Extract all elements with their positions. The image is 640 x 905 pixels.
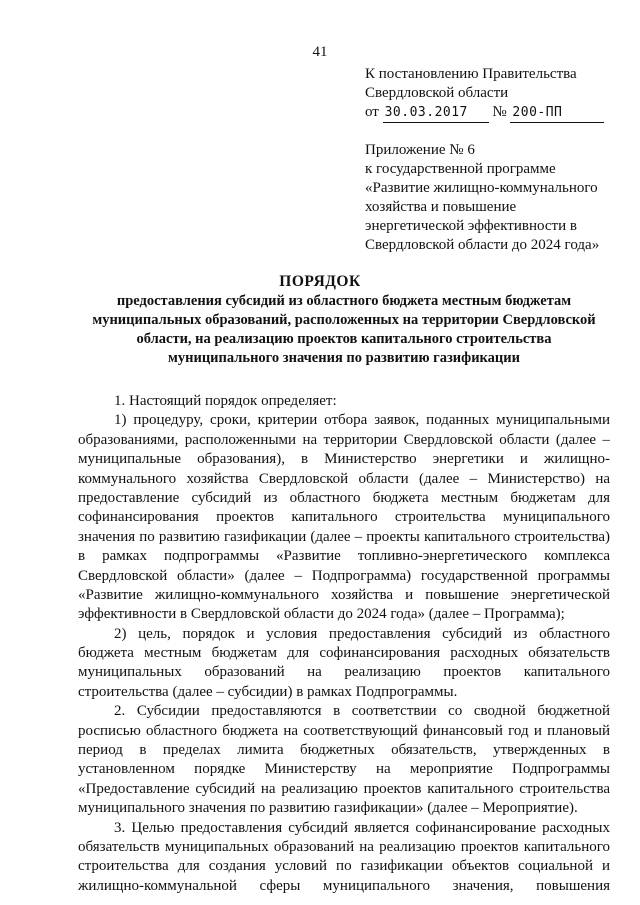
body-line: 1. Настоящий порядок определяет:	[114, 393, 337, 409]
body-line: росписью областного бюджета на соответствующий финансовый год и плановый	[78, 722, 610, 739]
resolution-line-2: Свердловской области	[365, 85, 509, 101]
resolution-number: 200-ПП	[510, 103, 604, 123]
appendix-line: Свердловской области до 2024 года»	[365, 237, 600, 253]
body-line: бюджета местным бюджетам для софинансирования расходных обязательств	[78, 645, 610, 662]
body-line: в рамках подпрограммы «Развитие топливно-энергетического комплекса	[78, 548, 610, 565]
body-line: 2. Субсидии предоставляются в соответствии со сводной бюджетной	[114, 703, 610, 720]
body-line: образованиями, расположенными на территории Свердловской области (далее –	[78, 431, 610, 448]
body-line: строительства для создания условий по газификации объектов социальной и	[78, 858, 610, 875]
body-line: Свердловской области» (далее – Подпрограмма) государственной программы	[78, 567, 610, 584]
subtitle-line: предоставления субсидий из областного бюджета местным бюджетам	[116, 293, 572, 309]
body-line: строительства (далее – субсидии) в рамках Подпрограммы.	[78, 683, 458, 700]
document-body	[78, 392, 610, 896]
subtitle-line: области, на реализацию проектов капитального строительства	[136, 331, 552, 347]
subtitle-line: муниципальных образований, расположенных на территории Свердловской	[92, 312, 596, 328]
body-line: муниципального значения по развитию газификации» (далее – Мероприятие).	[78, 800, 578, 817]
number-prefix: №	[492, 104, 507, 120]
body-line: жилищно-коммунальной сферы муниципального значения, повышения	[78, 877, 610, 894]
body-line: «Предоставление субсидий на реализацию проектов капитального строительства	[78, 780, 610, 797]
body-line: предоставление субсидий из областного бюджета местным бюджетам для	[78, 489, 610, 506]
subtitle-line: муниципального значения по развитию газификации	[167, 350, 520, 366]
body-line: обязательств муниципальных образований на реализацию проектов капитального	[78, 838, 610, 855]
body-line: 1) процедуру, сроки, критерии отбора заявок, поданных муниципальными	[114, 412, 610, 429]
resolution-line-1: К постановлению Правительства	[365, 66, 577, 82]
body-line: «Развитие жилищно-коммунального хозяйства и повышение энергетической	[78, 586, 610, 603]
page-number: 41	[312, 44, 328, 60]
document-title: ПОРЯДОК	[279, 273, 361, 290]
resolution-reference	[365, 65, 627, 123]
body-line: 2) цель, порядок и условия предоставления субсидий из областного	[114, 625, 610, 642]
appendix-block	[365, 141, 627, 255]
body-line: 3. Целью предоставления субсидий является софинансирование расходных	[114, 819, 610, 836]
resolution-date: 30.03.2017	[383, 103, 489, 123]
body-line: эффективности в Свердловской области до 2024 года» (далее – Программа);	[78, 606, 565, 623]
appendix-line: «Развитие жилищно-коммунального	[365, 180, 598, 196]
body-line: муниципальные образования), в Министерство энергетики и жилищно-	[78, 451, 610, 468]
appendix-line: хозяйства и повышение	[365, 199, 517, 215]
appendix-line: энергетической эффективности в	[365, 218, 577, 234]
appendix-line: Приложение № 6	[365, 142, 475, 158]
body-line: коммунального хозяйства Свердловской области (далее – Министерство) на	[78, 470, 610, 487]
document-subtitle	[70, 292, 618, 368]
body-line: значения по развитию газификации (далее – проекты капитального строительства)	[78, 528, 610, 545]
resolution-date-number-line	[365, 103, 627, 123]
appendix-line: к государственной программе	[365, 161, 556, 177]
date-prefix: от	[365, 104, 379, 120]
body-line: установленном порядке Министерству на мероприятие Подпрограммы	[78, 761, 610, 778]
body-line: период в пределах лимита бюджетных обязательств, утвержденных в	[78, 742, 610, 759]
body-line: софинансирования проектов капитального строительства муниципального	[78, 509, 610, 526]
body-line: муниципальных образований на реализацию проектов капитального	[78, 664, 610, 681]
